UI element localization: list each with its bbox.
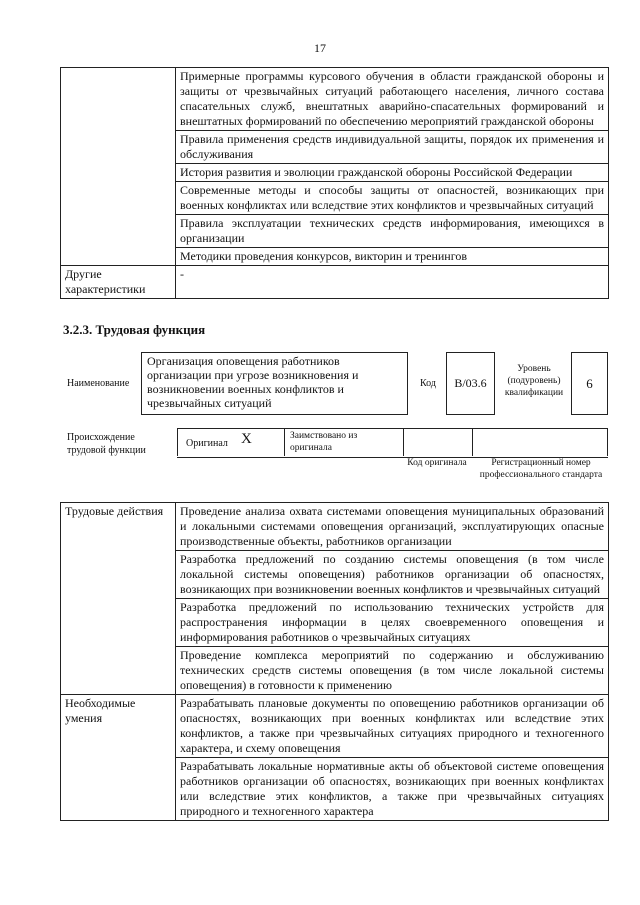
table-cell: Методики проведения конкурсов, викторин и тренингов <box>176 248 609 266</box>
original-label: Оригинал <box>186 438 228 449</box>
table-cell-label: Другие характеристики <box>61 266 176 299</box>
group-label-skills: Необходимые умения <box>61 695 176 821</box>
table-cell-empty <box>61 68 176 266</box>
table-cell: История развития и эволюции гражданской обороны Российской Федерации <box>176 164 609 182</box>
function-code-box: В/03.6 <box>446 352 495 415</box>
function-name-box: Организация оповещения работников организации при угрозе возникновения и возникновении военных конфликтов и чрезвычайных ситуаций <box>141 352 408 415</box>
actions-table <box>60 502 609 821</box>
table-cell: Разработка предложений по созданию системы оповещения (в том числе локальной системы оповещения) работников организации об опасностях, возникающих при возникновении военных конфликтов и чрезвычайных ситуаций <box>176 551 609 599</box>
table-cell: Разработка предложений по использованию технических устройств для распространения информации в целях своевременного оповещения и информирования работников о чрезвычайных ситуациях <box>176 599 609 647</box>
knowledge-table <box>60 67 609 299</box>
table-cell: - <box>176 266 609 299</box>
level-label: Уровень (подуровень) квалификации <box>504 364 564 398</box>
table-cell: Разрабатывать локальные нормативные акты об объектовой системе оповещения работников организации об опасностях, возникающих при военных конфликтах или вследствие этих конфликтов, а также при чрезвычайных ситуациях природного и техногенного характера <box>176 758 609 821</box>
table-row <box>61 68 609 131</box>
level-value-box: 6 <box>571 352 608 415</box>
table-cell: Примерные программы курсового обучения в области гражданской обороны и защиты от чрезвычайных ситуаций работающего населения, личного состава спасательных служб, внештатных аварийно-спасательных формирований и внештатных формирований по обеспечению мероприятий гражданской обороны <box>176 68 609 131</box>
section-heading: 3.2.3. Трудовая функция <box>63 322 206 337</box>
table-cell: Разрабатывать плановые документы по оповещению работников организации об опасностях, возникающих при военных конфликтах или вследствие этих конфликтов, а также при чрезвычайных ситуациях природного и техногенного характера, и схему оповещения <box>176 695 609 758</box>
table-cell: Проведение анализа охвата системами оповещения муниципальных образований и локальными системами оповещения организаций, эксплуатирующих опасные производственные объекты, работников организации <box>176 503 609 551</box>
table-cell: Проведение комплекса мероприятий по содержанию и обслуживанию технических средств системы оповещения (в том числе локальной системы оповещения) в готовности к применению <box>176 647 609 695</box>
code-label: Код <box>420 378 436 389</box>
origin-code-cell <box>403 428 472 456</box>
table-cell: Современные методы и способы защиты от опасностей, возникающих при военных конфликтах или вследствие этих конфликтов и чрезвычайных ситуаций <box>176 182 609 215</box>
table-row <box>61 695 609 758</box>
page-number: 17 <box>314 41 326 55</box>
table-cell: Правила эксплуатации технических средств информирования, имеющихся в организации <box>176 215 609 248</box>
code-original-label: Код оригинала <box>407 458 467 468</box>
table-row <box>61 266 609 299</box>
reg-number-label: Регистрационный номер профессионального стандарта <box>479 458 603 480</box>
original-mark: X <box>241 431 252 447</box>
origin-label: Происхождение трудовой функции <box>67 432 146 456</box>
table-row <box>61 503 609 551</box>
group-label-actions: Трудовые действия <box>61 503 176 695</box>
name-label: Наименование <box>67 378 130 389</box>
origin-reg-cell <box>472 428 608 456</box>
borrowed-label: Заимствовано из оригинала <box>290 431 358 453</box>
table-cell: Правила применения средств индивидуальной защиты, порядок их применения и обслуживания <box>176 131 609 164</box>
